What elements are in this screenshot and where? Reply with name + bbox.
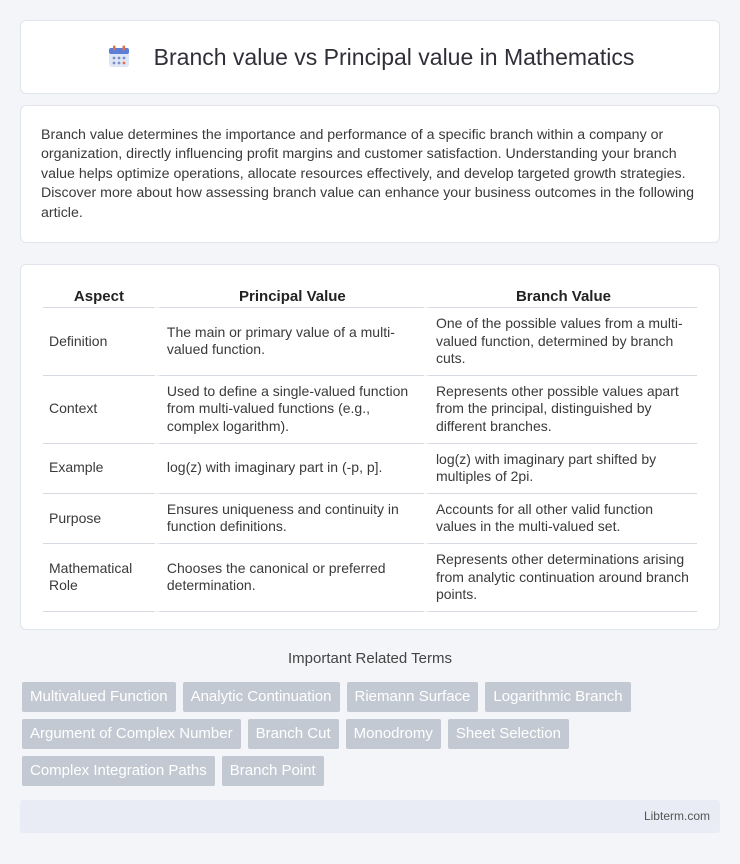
term-tag[interactable]: Analytic Continuation xyxy=(183,682,340,712)
table-row xyxy=(43,494,697,544)
term-tag[interactable]: Complex Integration Paths xyxy=(22,756,215,786)
column-header-branch: Branch Value xyxy=(424,285,697,308)
page-title: Branch value vs Principal value in Mathematics xyxy=(153,43,635,70)
term-tag[interactable]: Monodromy xyxy=(346,719,441,749)
term-tag[interactable]: Branch Point xyxy=(222,756,324,786)
comparison-table xyxy=(43,285,697,612)
column-header-principal: Principal Value xyxy=(155,285,424,308)
term-tag[interactable]: Sheet Selection xyxy=(448,719,569,749)
table-cell-branch: Accounts for all other valid function values in the multi-valued set. xyxy=(424,494,697,544)
term-tag[interactable]: Riemann Surface xyxy=(347,682,479,712)
table-cell-aspect: Purpose xyxy=(43,494,155,544)
table-cell-branch: Represents other determinations arising from analytic continuation around branch points. xyxy=(424,544,697,612)
table-cell-branch: log(z) with imaginary part shifted by multiples of 2pi. xyxy=(424,444,697,494)
column-header-aspect: Aspect xyxy=(43,285,155,308)
table-cell-principal: log(z) with imaginary part in (-p, p]. xyxy=(155,444,424,494)
comparison-card xyxy=(20,264,720,630)
table-cell-branch: Represents other possible values apart from the principal, distinguished by different branches. xyxy=(424,376,697,444)
footer xyxy=(20,800,720,833)
intro-text: Branch value determines the importance and performance of a specific branch within a company or organization, directly influencing profit margins and customer satisfaction. Understanding your branch value helps optimize operations, allocate resources effectively, and develop targeted growth strategies. Discover more about how assessing branch value can enhance your business outcomes in the following article. xyxy=(41,127,694,221)
table-cell-aspect: Context xyxy=(43,376,155,444)
table-cell-aspect: Example xyxy=(43,444,155,494)
table-cell-principal: Chooses the canonical or preferred determination. xyxy=(155,544,424,612)
table-cell-principal: Used to define a single-valued function from multi-valued functions (e.g., complex logarithm). xyxy=(155,376,424,444)
table-cell-aspect: Definition xyxy=(43,308,155,376)
table-header-row xyxy=(43,285,697,308)
term-tag[interactable]: Argument of Complex Number xyxy=(22,719,241,749)
table-row xyxy=(43,376,697,444)
calendar-icon xyxy=(106,44,132,70)
related-terms-list xyxy=(22,682,722,793)
footer-site-link[interactable]: Libterm.com xyxy=(643,809,710,823)
term-tag[interactable]: Multivalued Function xyxy=(22,682,176,712)
table-cell-aspect: Mathematical Role xyxy=(43,544,155,612)
table-cell-branch: One of the possible values from a multi-valued function, determined by branch cuts. xyxy=(424,308,697,376)
term-tag[interactable]: Branch Cut xyxy=(248,719,339,749)
table-row xyxy=(43,308,697,376)
header-card xyxy=(20,20,720,94)
related-terms-title: Important Related Terms xyxy=(288,650,452,667)
table-cell-principal: Ensures uniqueness and continuity in function definitions. xyxy=(155,494,424,544)
table-row xyxy=(43,444,697,494)
table-cell-principal: The main or primary value of a multi-valued function. xyxy=(155,308,424,376)
term-tag[interactable]: Logarithmic Branch xyxy=(485,682,630,712)
table-row xyxy=(43,544,697,612)
intro-card xyxy=(20,105,720,243)
